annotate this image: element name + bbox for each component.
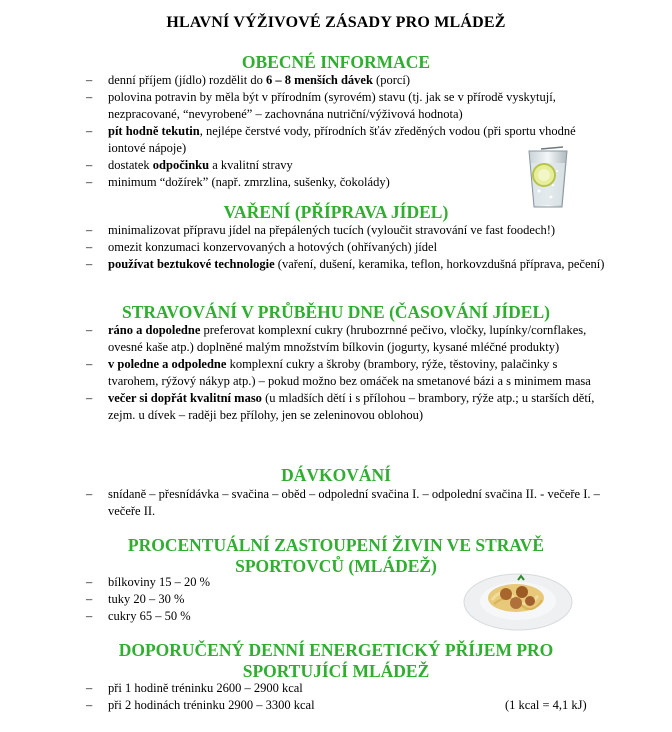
emphasis: používat beztukové technologie <box>108 257 275 271</box>
list-item: – při 2 hodinách tréninku 2900 – 3300 kcal <box>86 697 606 714</box>
list-item: – polovina potravin by měla být v přírodním (syrovém) stavu (tj. jak se v přírodě vyskytují, nezpracované, “nevyrobené” – zachovnána nutriční/výživová hodnota) <box>86 89 606 123</box>
list-item: – snídaně – přesnídávka – svačina – oběd – odpolední svačina I. – odpolední svačina II. - večeře I. – večeře II. <box>86 486 606 520</box>
glass-icon <box>515 145 577 210</box>
list-item: – ráno a dopoledne preferovat komplexní cukry (hrubozrnné pečivo, vločky, lupínky/cornflakes, ovesné kaše atp.) doplněné malým množstvím bílkovin (jogurty, kysané mléčné produkty) <box>86 322 606 356</box>
section-heading-vareni: VAŘENÍ (PŘÍPRAVA JÍDEL) <box>223 202 449 222</box>
section-heading-energie-1: DOPORUČENÝ DENNÍ ENERGETICKÝ PŘÍJEM PRO <box>118 640 554 660</box>
glass-of-water-image <box>515 145 577 210</box>
section-heading-stravovani: STRAVOVÁNÍ V PRŮBĚHU DNE (ČASOVÁNÍ JÍDEL) <box>122 302 550 322</box>
list-item: – minimalizovat přípravu jídel na přepálených tucích (vyloučit stravování ve fast foodech!) <box>86 222 606 239</box>
pasta-plate-icon <box>462 556 574 636</box>
list-item: – večer si dopřát kvalitní maso (u mladších dětí i s přílohou – brambory, rýže atp.; u starších dětí, zejm. u dívek – raději bez přílohy, jen se zeleninovou oblohou) <box>86 390 606 424</box>
section-heading-obecne: OBECNÉ INFORMACE <box>241 52 431 72</box>
pasta-plate-image <box>462 556 574 636</box>
energy-conversion-note: (1 kcal = 4,1 kJ) <box>505 698 587 712</box>
list-item: – cukry 65 – 50 % <box>86 608 606 625</box>
section-heading-procenta-1: PROCENTUÁLNÍ ZASTOUPENÍ ŽIVIN VE STRAVĚ <box>127 535 545 555</box>
list-vareni <box>86 222 606 273</box>
list-stravovani <box>86 322 606 424</box>
list-item: – pít hodně tekutin, nejlépe čerstvé vody, přírodních šťáv zředěných vodou (při sportu vhodné iontové nápoje) <box>86 123 606 157</box>
emphasis: večer si dopřát kvalitní maso <box>108 391 262 405</box>
list-item: – při 1 hodině tréninku 2600 – 2900 kcal <box>86 680 606 697</box>
list-item: – denní příjem (jídlo) rozdělit do 6 – 8 menších dávek (porcí) <box>86 72 606 89</box>
emphasis: v poledne a odpoledne <box>108 357 227 371</box>
page-title: HLAVNÍ VÝŽIVOVÉ ZÁSADY PRO MLÁDEŽ <box>166 14 506 31</box>
list-item: – používat beztukové technologie (vaření, dušení, keramika, teflon, horkovzdušná příprava, pečení) <box>86 256 606 273</box>
list-item: – bílkoviny 15 – 20 % <box>86 574 606 591</box>
emphasis: 6 – 8 menších dávek <box>265 73 373 87</box>
emphasis: ráno a dopoledne <box>108 323 201 337</box>
list-item: – omezit konzumaci konzervovaných a hotových (ohřívaných) jídel <box>86 239 606 256</box>
section-heading-procenta-2: SPORTOVCŮ (MLÁDEŽ) <box>235 556 437 576</box>
list-item: – dostatek odpočinku a kvalitní stravy <box>86 157 606 174</box>
list-davkovani <box>86 486 606 520</box>
list-item: – minimum “dožírek” (např. zmrzlina, sušenky, čokolády) <box>86 174 606 191</box>
list-item: – v poledne a odpoledne komplexní cukry a škroby (brambory, rýže, těstoviny, palačinky s tvarohem, rýžový nákyp atp.) – pokud možno bez omáček na smetanové bázi a s minimem masa <box>86 356 606 390</box>
section-heading-davkovani: DÁVKOVÁNÍ <box>281 465 391 485</box>
emphasis: odpočinku <box>152 158 210 172</box>
list-item: – tuky 20 – 30 % <box>86 591 606 608</box>
section-heading-energie-2: SPORTUJÍCÍ MLÁDEŽ <box>242 661 430 681</box>
emphasis: pít hodně tekutin <box>108 124 200 138</box>
